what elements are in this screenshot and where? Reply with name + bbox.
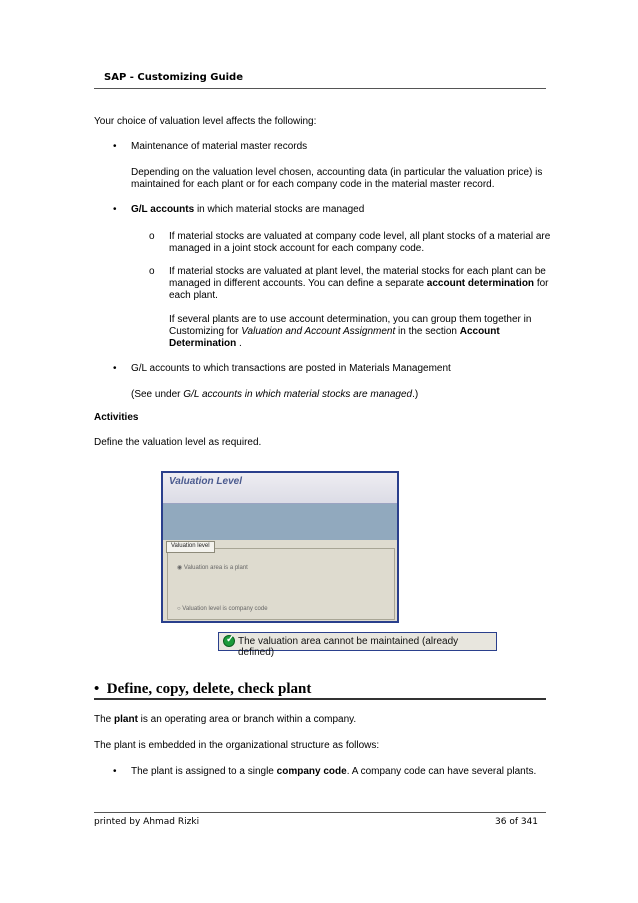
sap-toolbar-band xyxy=(163,504,397,540)
sub2-line2-bold: account determination xyxy=(426,278,535,289)
sub2-p2-line2-c: in the section xyxy=(395,326,460,337)
footer-printed-by: printed by Ahmad Rizki xyxy=(94,817,200,827)
bullet2-label xyxy=(131,204,364,216)
header-rule xyxy=(94,88,546,89)
plant-para1-c: is an operating area or branch within a company. xyxy=(137,714,357,725)
section-title: Define, copy, delete, check plant xyxy=(106,681,312,697)
sub1-line1: If material stocks are valuated at company code level, all plant stocks of a material are xyxy=(169,231,551,242)
sub2-line2-c: for xyxy=(534,278,549,289)
plant-para1-a: The xyxy=(94,714,115,725)
sap-group-tab: Valuation level xyxy=(166,541,215,553)
bullet-marker: • xyxy=(113,204,117,215)
bullet-marker: • xyxy=(113,141,117,152)
status-message: The valuation area cannot be maintained (already defined) xyxy=(238,636,459,658)
sub2-p2-line3-bold: Determination xyxy=(169,338,237,349)
radio-plant-label: Valuation area is a plant xyxy=(183,565,248,571)
bullet3-label: G/L accounts to which transactions are posted in Materials Management xyxy=(131,363,451,374)
section-rule xyxy=(94,698,546,700)
bullet3-see-c: .) xyxy=(412,389,419,400)
radio-valuation-company-code[interactable] xyxy=(177,606,268,612)
radio-valuation-area-plant[interactable] xyxy=(177,564,248,571)
intro-text: Your choice of valuation level affects the following: xyxy=(94,116,317,127)
bullet3-see-a: (See under xyxy=(131,389,184,400)
sap-window-title: Valuation Level xyxy=(169,476,242,487)
activities-text: Define the valuation level as required. xyxy=(94,437,262,448)
sub2-line1: If material stocks are valuated at plant level, the material stocks for each plant can be xyxy=(169,266,546,277)
radio-unselected-icon: ○ xyxy=(177,606,181,612)
bullet3-see-italic: G/L accounts in which material stocks are managed xyxy=(183,389,413,400)
sub1-line2: managed in a joint stock account for each company code. xyxy=(169,243,425,254)
sub-bullet-marker: o xyxy=(149,266,155,277)
radio-company-label: Valuation level is company code xyxy=(182,606,268,612)
plant-bullet xyxy=(131,766,536,778)
radio-selected-icon: ◉ xyxy=(177,565,183,571)
success-check-icon xyxy=(223,635,235,647)
plant-bullet-a: The plant is assigned to a single xyxy=(131,766,277,777)
plant-para1-bold: plant xyxy=(114,714,138,725)
plant-bullet-bold: company code xyxy=(276,766,347,777)
bullet1-label: Maintenance of material master records xyxy=(131,141,308,152)
bullet3-see-under xyxy=(131,389,418,401)
sap-window-title-bar xyxy=(163,473,397,504)
sub2-p2-line2 xyxy=(169,326,500,338)
sub2-line3: each plant. xyxy=(169,290,218,301)
bullet-marker: • xyxy=(113,766,117,777)
sub2-line2 xyxy=(169,278,549,290)
footer-page-number: 36 of 341 xyxy=(495,817,539,827)
plant-paragraph-2: The plant is embedded in the organizational structure as follows: xyxy=(94,740,380,751)
section-bullet: • xyxy=(94,681,100,697)
bullet2-rest: in which material stocks are managed xyxy=(194,204,365,215)
sub2-p2-line2-a: Customizing for xyxy=(169,326,242,337)
plant-paragraph-1 xyxy=(94,714,356,726)
bullet1-detail-line2: maintained for each plant or for each company code in the material master record. xyxy=(131,179,495,190)
bullet1-detail-line1: Depending on the valuation level chosen, accounting data (in particular the valuation price) is xyxy=(131,167,543,178)
sap-status-bar xyxy=(218,632,497,658)
sub2-p2-line1: If several plants are to use account determination, you can group them together in xyxy=(169,314,532,325)
bullet-marker: • xyxy=(113,363,117,374)
document-header-title: SAP - Customizing Guide xyxy=(104,72,243,83)
sub2-p2-line3 xyxy=(169,338,242,350)
bullet2-bold: G/L accounts xyxy=(131,204,195,215)
plant-bullet-c: . A company code can have several plants. xyxy=(346,766,537,777)
sub2-p2-line2-italic: Valuation and Account Assignment xyxy=(241,326,396,337)
sub2-p2-line2-bold: Account xyxy=(459,326,500,337)
sub2-p2-line3-b: . xyxy=(236,338,242,349)
section-heading xyxy=(94,681,311,698)
activities-heading: Activities xyxy=(94,412,139,423)
sub2-line2-a: managed in different accounts. You can define a separate xyxy=(169,278,427,289)
sap-valuation-level-window xyxy=(161,471,399,623)
footer-rule xyxy=(94,812,546,813)
sub-bullet-marker: o xyxy=(149,231,155,242)
